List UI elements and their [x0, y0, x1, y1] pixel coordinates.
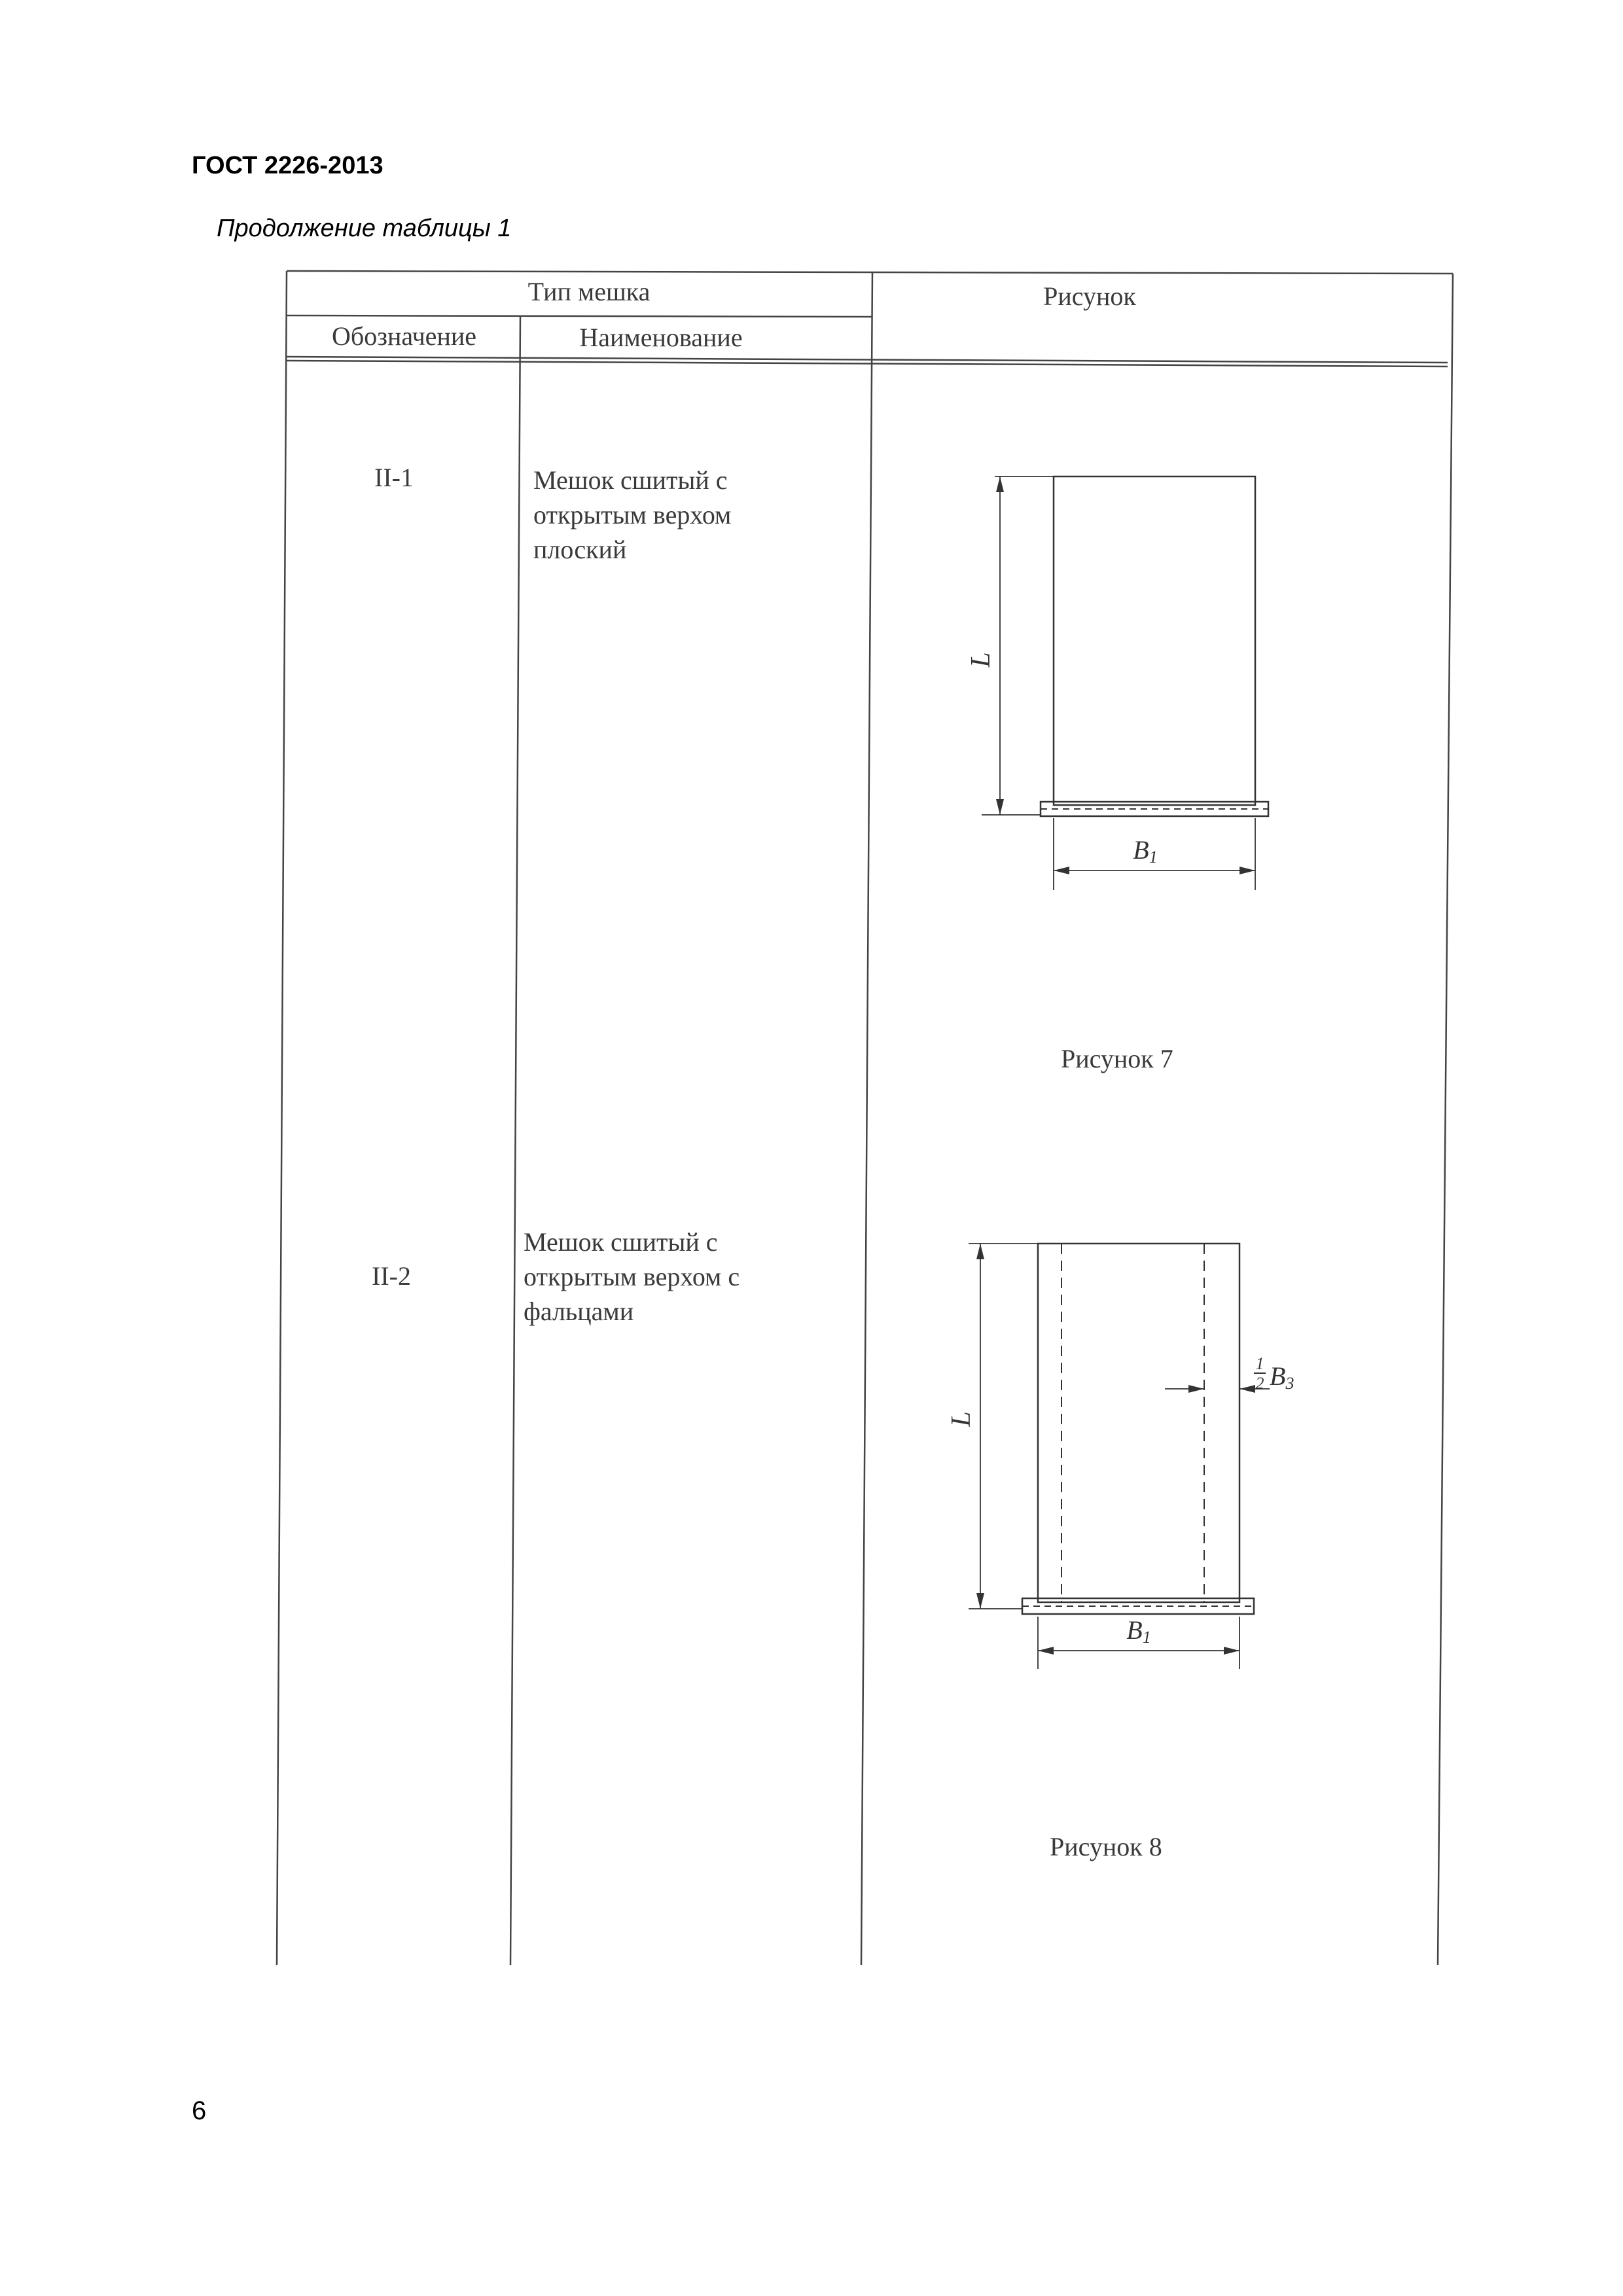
row1-designation: II-1 — [374, 463, 414, 492]
table-caption: Продолжение таблицы 1 — [217, 215, 512, 242]
fig8-length-label: L — [946, 1411, 976, 1427]
fig8-width-sub: 1 — [1142, 1628, 1151, 1647]
fig8-fold-label — [1270, 1361, 1294, 1393]
row1-name — [533, 463, 731, 567]
header-bag-type: Тип мешка — [527, 277, 651, 306]
row2-designation: II-2 — [372, 1261, 411, 1291]
header-figure: Рисунок — [1043, 281, 1136, 311]
figure-8-caption: Рисунок 8 — [1050, 1832, 1162, 1861]
fig7-length-label: L — [966, 652, 996, 668]
row1-name-line1: Мешок сшитый с — [533, 465, 728, 495]
page-number: 6 — [192, 2096, 207, 2125]
row1-name-line3: плоский — [533, 534, 627, 564]
figure-8-drawing — [942, 1217, 1348, 1689]
row1-name-line2: открытым верхом — [533, 499, 732, 529]
fig7-width-sub: 1 — [1149, 848, 1158, 867]
header-name: Наименование — [579, 323, 743, 352]
document-title: ГОСТ 2226-2013 — [192, 152, 383, 179]
fig7-width-letter: B — [1133, 835, 1149, 865]
figure-7-caption: Рисунок 7 — [1061, 1044, 1173, 1073]
row2-name — [524, 1225, 740, 1329]
row2-name-line3: фальцами — [524, 1296, 634, 1326]
fig8-fold-letter: B — [1270, 1361, 1286, 1391]
header-designation: Обозначение — [331, 321, 477, 351]
fig8-width-letter: B — [1126, 1615, 1143, 1645]
figure-7-drawing — [942, 458, 1296, 903]
fig7-width-label — [1133, 835, 1157, 867]
row2-name-line2: открытым верхом с — [524, 1261, 740, 1291]
fig8-fold-sub: 3 — [1285, 1374, 1294, 1393]
fig8-fold-numerator: 1 — [1255, 1354, 1264, 1373]
row2-name-line1: Мешок сшитый с — [524, 1227, 718, 1257]
fig8-width-label — [1126, 1615, 1150, 1647]
fig8-fold-denominator: 2 — [1255, 1374, 1264, 1393]
